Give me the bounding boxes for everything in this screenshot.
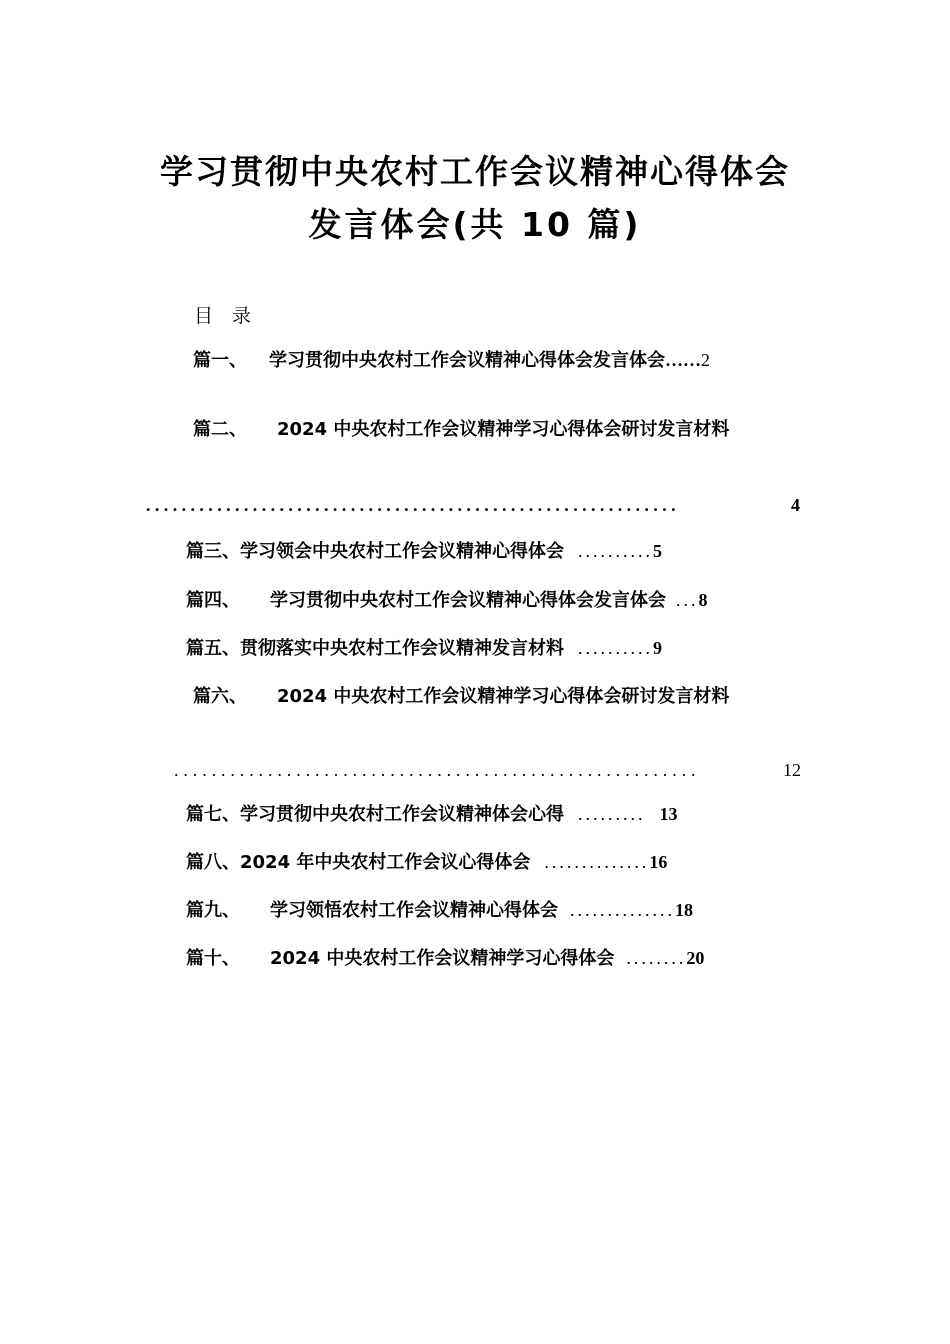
toc-entry-title: 2024 中央农村工作会议精神学习心得体会: [270, 948, 615, 969]
toc-entry-7[interactable]: [186, 800, 678, 826]
toc-entry-title: 学习贯彻中央农村工作会议精神体会心得: [240, 804, 564, 825]
toc-entry-title: 贯彻落实中央农村工作会议精神发言材料: [240, 638, 564, 659]
toc-entry-label: 篇七、: [186, 804, 240, 825]
toc-entry-label: 篇四、: [186, 590, 240, 611]
toc-entry-label: 篇三、: [186, 541, 240, 562]
toc-entry-label: 篇五、: [186, 638, 240, 659]
toc-entry-page: 4: [791, 495, 800, 515]
toc-entry-label: 篇一、: [193, 350, 247, 371]
toc-entry-label: 篇九、: [186, 900, 240, 921]
toc-entry-leader: .........: [578, 804, 646, 824]
toc-entry-title: 学习贯彻中央农村工作会议精神心得体会发言体会: [269, 350, 665, 371]
toc-entry-label: 篇十、: [186, 948, 240, 969]
toc-entry-leader: ..........: [578, 541, 653, 561]
toc-entry-title: 2024 中央农村工作会议精神学习心得体会研讨发言材料: [277, 419, 730, 440]
toc-entry-2[interactable]: [193, 415, 729, 441]
toc-entry-leader: ..............: [570, 900, 675, 920]
toc-entry-title: 学习领会中央农村工作会议精神心得体会: [240, 541, 564, 562]
toc-entry-leader: ........: [626, 948, 687, 968]
toc-entry-6[interactable]: [193, 682, 729, 708]
toc-entry-4[interactable]: [186, 586, 708, 612]
toc-entry-label: 篇二、: [193, 419, 247, 440]
toc-entry-5[interactable]: [186, 634, 662, 660]
toc-entry-title: 2024 中央农村工作会议精神学习心得体会研讨发言材料: [277, 686, 730, 707]
title-line-1: 学习贯彻中央农村工作会议精神心得体会: [160, 152, 790, 191]
toc-entry-1[interactable]: [193, 346, 710, 372]
toc-entry-title: 学习贯彻中央农村工作会议精神心得体会发言体会: [270, 590, 666, 611]
toc-entry-page: 8: [698, 590, 708, 610]
toc-entry-leader: ........................................................: [174, 760, 701, 780]
toc-entry-9[interactable]: [186, 896, 693, 922]
toc-entry-3[interactable]: [186, 537, 662, 563]
toc-entry-page: 16: [649, 852, 668, 872]
toc-entry-title: 2024 年中央农村工作会议心得体会: [240, 852, 531, 873]
toc-entry-10[interactable]: [186, 944, 704, 970]
toc-entry-page: 13: [659, 804, 678, 824]
toc-entry-page: 12: [783, 760, 801, 780]
toc-entry-leader: ...: [676, 590, 699, 610]
toc-entry-leader: ..............: [544, 852, 650, 872]
toc-entry-page: 9: [653, 638, 662, 658]
toc-entry-label: 篇六、: [193, 686, 247, 707]
toc-entry-label: 篇八、: [186, 852, 240, 873]
toc-entry-leader: ............................................................: [146, 495, 680, 515]
title-line-2: 发言体会(共 10 篇): [308, 205, 642, 244]
toc-entry-page: 18: [675, 900, 693, 920]
toc-entry-page: 20: [686, 948, 705, 968]
toc-entry-leader: ..........: [578, 638, 653, 658]
toc-entry-page: 5: [653, 541, 662, 561]
toc-entry-title: 学习领悟农村工作会议精神心得体会: [270, 900, 558, 921]
toc-heading: 目 录: [194, 305, 252, 327]
toc-entry-page: 2: [701, 350, 710, 370]
toc-entry-leader: ……: [665, 350, 701, 370]
toc-entry-8[interactable]: [186, 848, 667, 874]
